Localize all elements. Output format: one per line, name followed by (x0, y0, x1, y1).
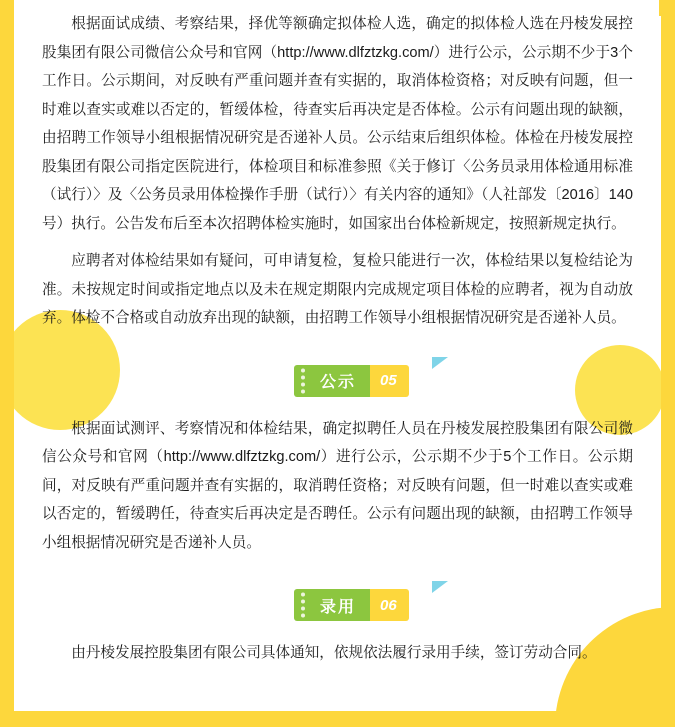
flag-corner-icon (432, 357, 448, 369)
paragraph-spacer (42, 238, 633, 247)
paragraph-gongshi-1: 根据面试测评、考察情况和体检结果，确定拟聘任人员在丹棱发展控股集团有限公司微信公众号和官网（http://www.dlfztzkg.com/）进行公示，公示期不少于5个工作日。公示期间，对反映有严重问题并查有实据的，取消聘任资格；对反映有问题，但一时难以查实或难以否定的，暂缓聘任，待查实后再决定是否聘任。公示有问题出现的缺额，由招聘工作领导小组根据情况研究是否递补人员。 (42, 420, 633, 551)
section-title-gongshi: 公示 (320, 374, 357, 391)
ribbon-gongshi (294, 365, 409, 397)
section-title-luyong: 录用 (320, 598, 357, 616)
dots-icon (301, 593, 305, 618)
dots-icon (301, 368, 305, 393)
section-heading-luyong (42, 583, 633, 629)
ribbon-title-block-luyong (294, 589, 370, 621)
paragraph-recheck: 应聘者对体检结果如有疑问，可申请复检，复检只能进行一次，体检结果以复检结论为准。未按规定时间或指定地点以及未在规定期限内完成规定项目体检的应聘者，视为自动放弃。体检不合格或自动放弃出现的缺额，由招聘工作领导小组根据情况研究是否递补人员。 (42, 253, 633, 326)
paragraph-luyong-1: 由丹棱发展控股集团有限公司具体通知，依规依法履行录用手续，签订劳动合同。 (71, 645, 597, 661)
flag-corner-icon (432, 581, 448, 593)
paragraph-physical-exam: 根据面试成绩、考察结果，择优等额确定拟体检人选，确定的拟体检人选在丹棱发展控股集团有限公司微信公众号和官网（http://www.dlfztzkg.com/）进行公示，公示期不少于3个工作日。公示期间，对反映有严重问题并查有实据的，取消体检资格；对反映有问题，但一时难以查实或难以否定的，暂缓体检，待查实后再决定是否体检。公示有问题出现的缺额，由招聘工作领导小组根据情况研究是否递补人员。公示结束后组织体检。体检在丹棱发展控股集团有限公司指定医院进行，体检项目和标准参照《关于修订〈公务员录用体检通用标准（试行）〉及〈公务员录用体检操作手册（试行）〉有关内容的通知》（人社部发〔2016〕140号）执行。公告发布后至本次招聘体检实施时，如国家出台体检新规定，按照新规定执行。 (42, 16, 633, 232)
section-heading-gongshi (42, 359, 633, 405)
section-number-gongshi: 05 (370, 365, 409, 397)
ribbon-luyong (294, 589, 409, 621)
section-number-luyong: 06 (370, 589, 409, 621)
ribbon-title-block-gongshi (294, 365, 370, 397)
page-border-left (0, 0, 14, 727)
document-content (14, 0, 661, 727)
page-corner-top-right (659, 0, 675, 16)
